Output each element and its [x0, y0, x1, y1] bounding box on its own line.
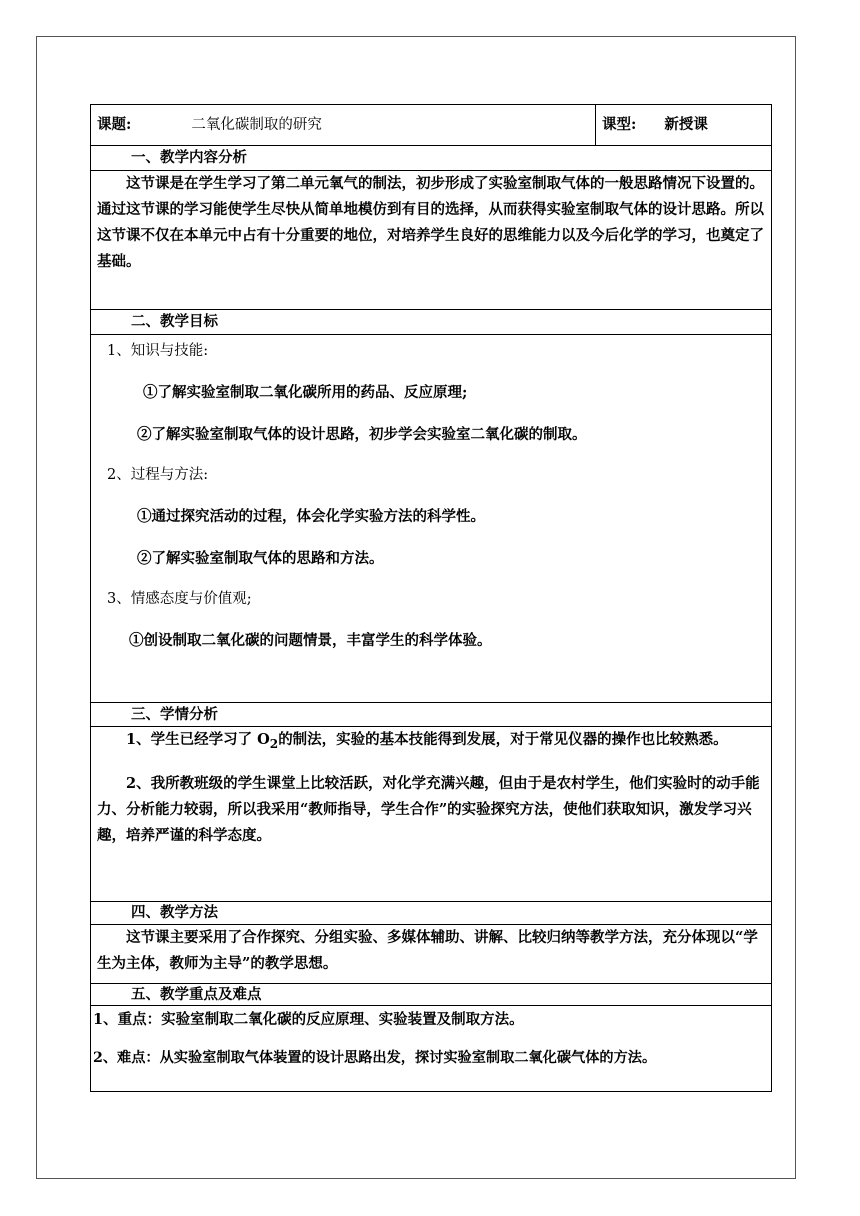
type-cell	[596, 105, 772, 146]
student-analysis-paragraph-2: 2、我所教班级的学生课堂上比较活跃，对化学充满兴趣，但由于是农村学生，他们实验时的动手能力、分析能力较弱，所以我采用“教师指导，学生合作”的实验探究方法，使他们获取知识，激发学习兴趣，培养严谨的科学态度。	[97, 774, 760, 844]
section-3-heading-row	[91, 703, 772, 727]
section-4-content-row	[91, 925, 772, 984]
difficulty-point: 2、难点：从实验室制取气体装置的设计思路出发，探讨实验室制取二氧化碳气体的方法。	[93, 1050, 657, 1066]
student-analysis-paragraph-1	[97, 727, 765, 757]
section-5-content-row	[91, 1006, 772, 1092]
section-5-heading: 五、教学重点及难点	[91, 984, 772, 1006]
content-analysis-paragraph: 这节课是在学生学习了第二单元氧气的制法，初步形成了实验室制取气体的一般思路情况下设置的。通过这节课的学习能使学生尽快从简单地模仿到有目的选择，从而获得实验室制取气体的设计思路。所以这节课不仅在本单元中占有十分重要的地位，对培养学生良好的思维能力以及今后化学的学习，也奠定了基础。	[97, 175, 764, 270]
goal-1-item: ①了解实验室制取二氧化碳所用的药品、反应原理;	[143, 384, 468, 401]
key-point: 1、重点：实验室制取二氧化碳的反应原理、实验装置及制取方法。	[93, 1011, 524, 1028]
goal-2-heading: 2、过程与方法:	[107, 467, 209, 483]
section-3-heading: 三、学情分析	[91, 703, 772, 727]
teaching-method-paragraph: 这节课主要采用了合作探究、分组实验、多媒体辅助、讲解、比较归纳等教学方法，充分体现以“学生为主体，教师为主导”的教学思想。	[97, 929, 758, 972]
goal-2-item: ①通过探究活动的过程，体会化学实验方法的科学性。	[137, 508, 485, 525]
section-2-heading: 二、教学目标	[91, 310, 772, 335]
section-1-heading: 一、教学内容分析	[91, 146, 772, 171]
title-cell	[91, 105, 596, 146]
section-5-heading-row	[91, 984, 772, 1006]
section-2-heading-row	[91, 310, 772, 335]
section-3-content-row	[91, 727, 772, 902]
goal-1-item: ②了解实验室制取气体的设计思路，初步学会实验室二氧化碳的制取。	[137, 426, 587, 443]
section-3-content	[91, 727, 772, 902]
goal-3-heading: 3、情感态度与价值观;	[107, 591, 252, 607]
lesson-plan-table	[90, 104, 772, 1092]
section-1-heading-row	[91, 146, 772, 171]
section-2-content-row	[91, 335, 772, 703]
p1-text-after: 的制法，实验的基本技能得到发展，对于常见仪器的操作也比较熟悉。	[278, 731, 728, 748]
type-value: 新授课	[664, 116, 708, 133]
section-1-content-row	[91, 171, 772, 310]
goal-3-item: ①创设制取二氧化碳的问题情景，丰富学生的科学体验。	[129, 632, 492, 649]
p1-subscript: 2	[269, 736, 279, 751]
section-1-content	[91, 171, 772, 310]
title-label: 课题:	[97, 116, 132, 133]
goal-1-heading: 1、知识与技能:	[107, 343, 209, 359]
section-4-heading-row	[91, 902, 772, 925]
section-4-heading: 四、教学方法	[91, 902, 772, 925]
section-5-content	[91, 1006, 772, 1092]
title-value: 二氧化碳制取的研究	[191, 117, 322, 133]
section-2-content	[91, 335, 772, 703]
header-row	[91, 105, 772, 146]
goal-2-item: ②了解实验室制取气体的思路和方法。	[137, 550, 384, 567]
p1-text: 1、学生已经学习了 O	[126, 731, 270, 748]
section-4-content	[91, 925, 772, 984]
type-label: 课型:	[602, 116, 637, 133]
